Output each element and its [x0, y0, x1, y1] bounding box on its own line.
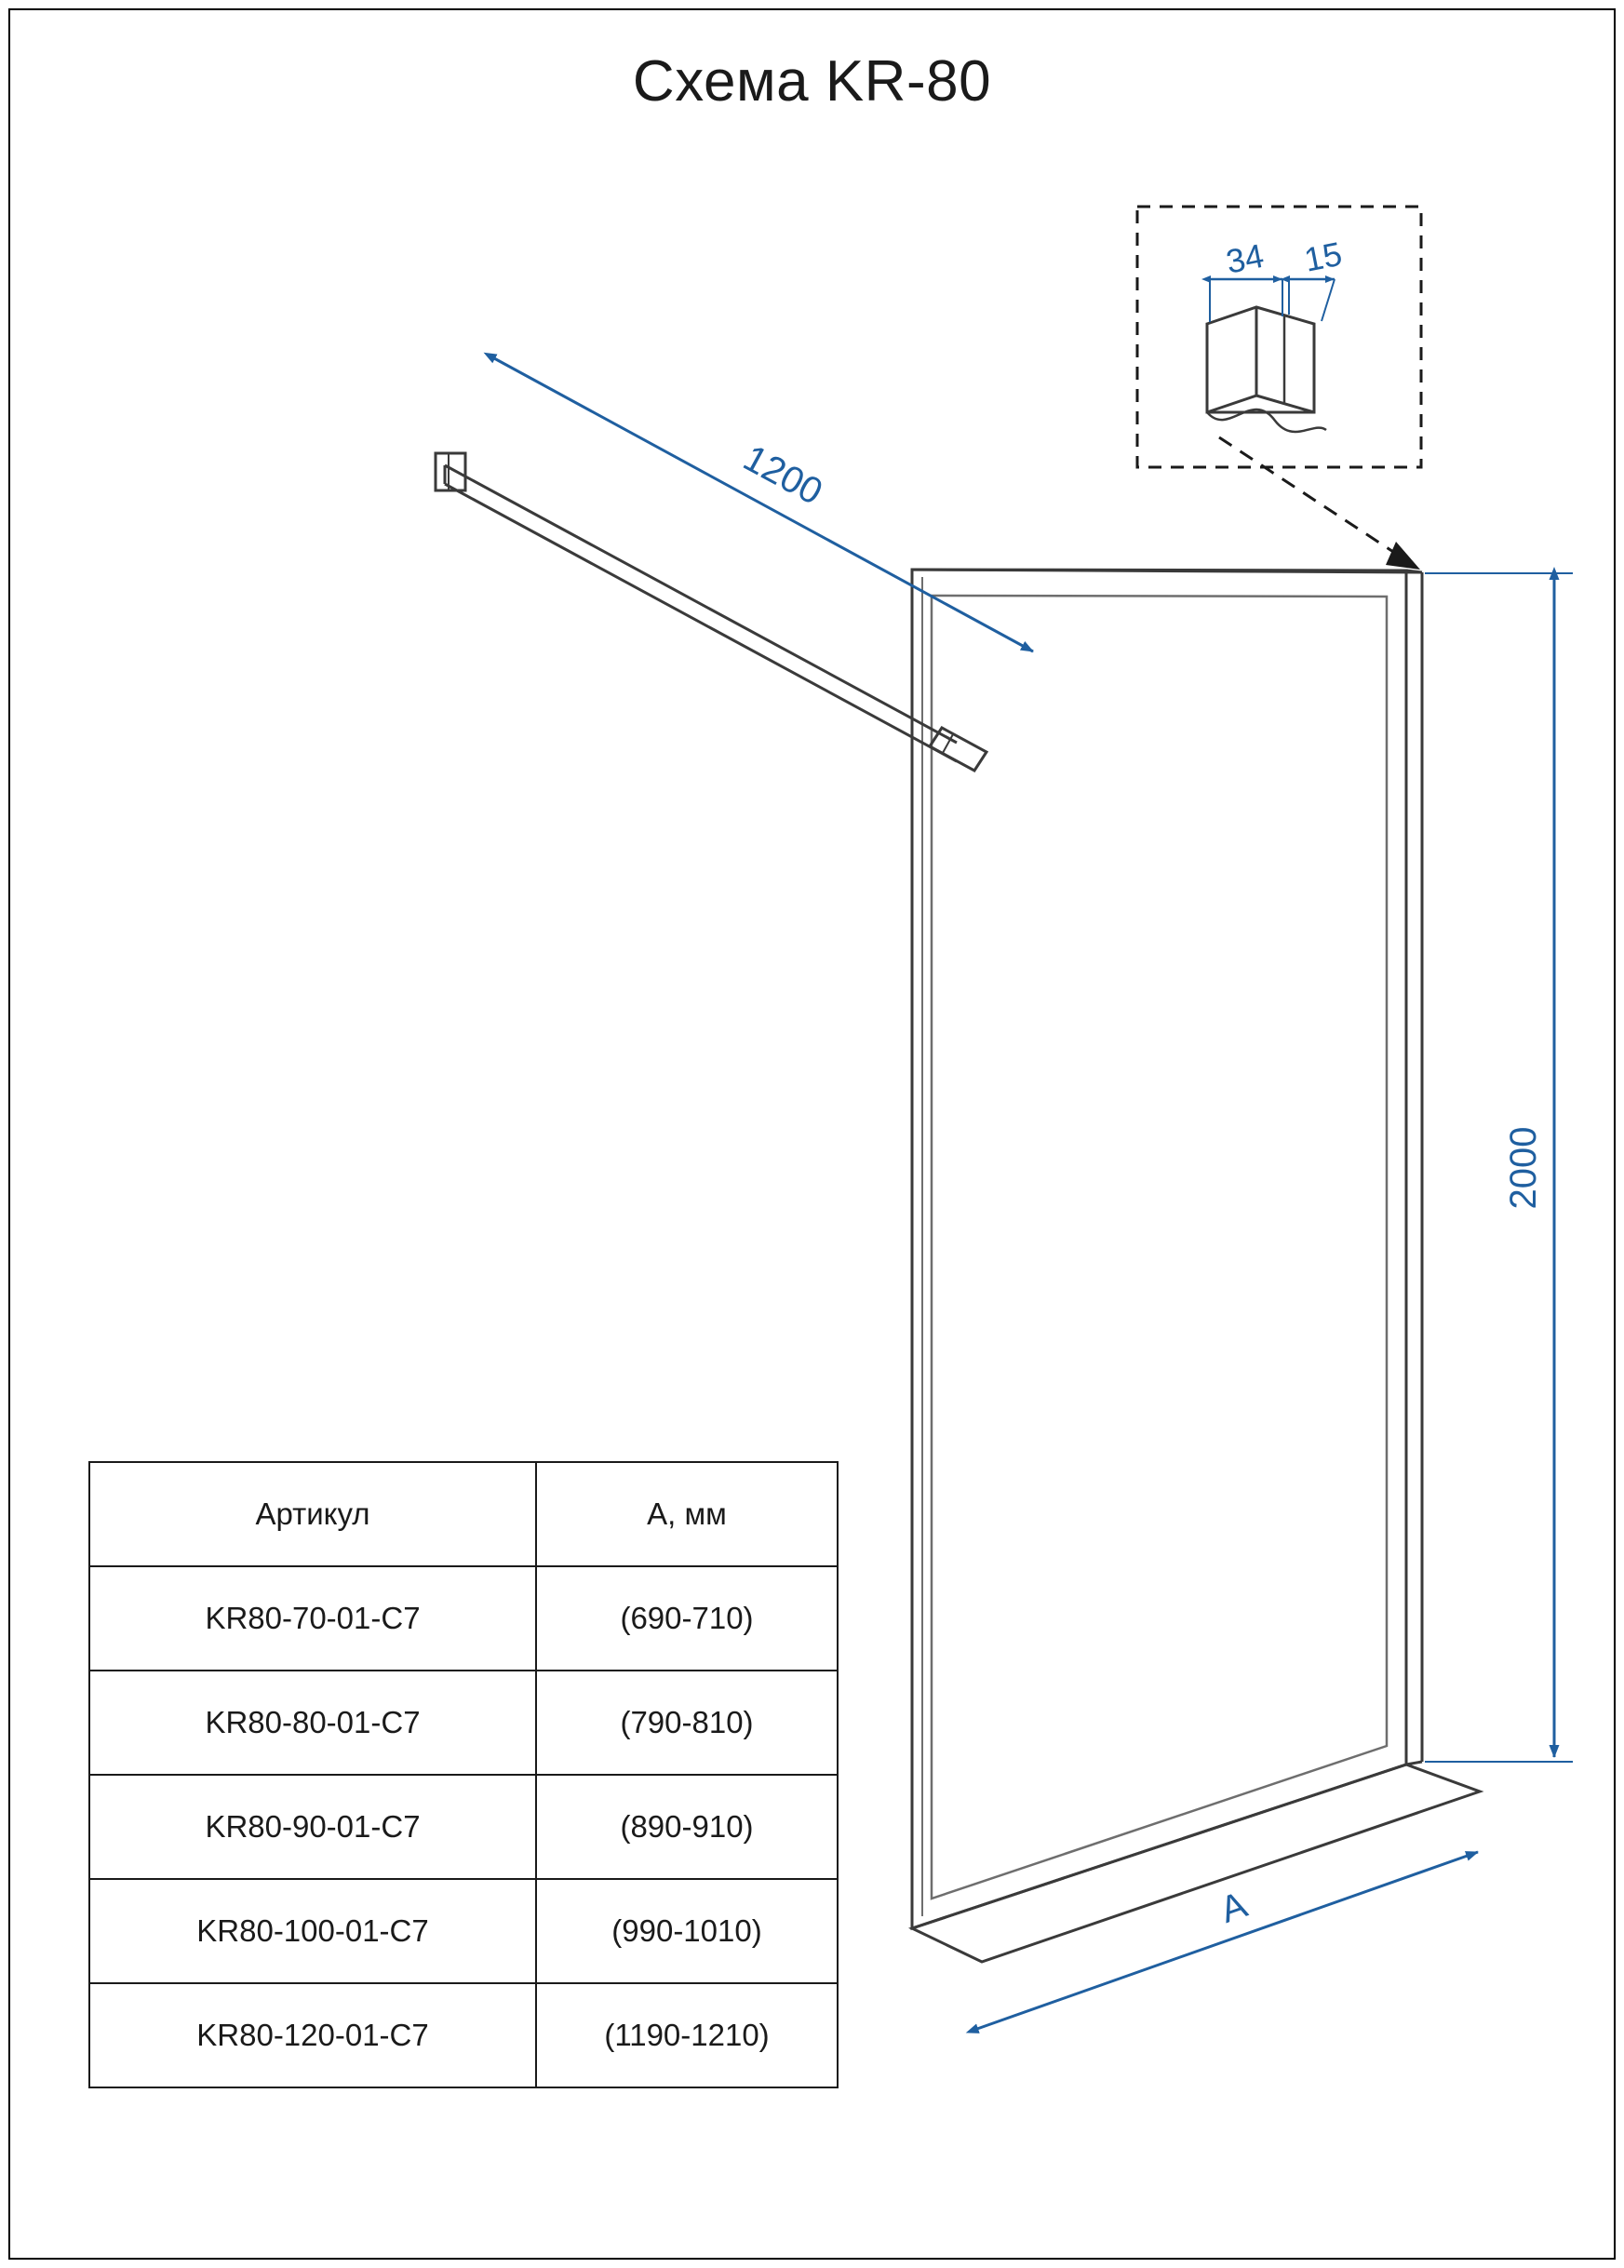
dimension-1200 [494, 358, 1033, 651]
page-title: Схема KR-80 [632, 49, 992, 114]
dim-label-1200: 1200 [736, 437, 829, 514]
table-header-article: Артикул [89, 1462, 536, 1566]
detail-callout-box [1137, 207, 1421, 467]
cell-article: KR80-120-01-C7 [89, 1983, 536, 2087]
cell-a: (1190-1210) [536, 1983, 838, 2087]
cell-a: (690-710) [536, 1566, 838, 1671]
cell-article: KR80-80-01-C7 [89, 1671, 536, 1775]
cell-a: (890-910) [536, 1775, 838, 1879]
table-row [89, 1983, 838, 2087]
cell-article: KR80-90-01-C7 [89, 1775, 536, 1879]
spec-table [88, 1461, 839, 2088]
table-header-row [89, 1462, 838, 1566]
table-row [89, 1566, 838, 1671]
dimension-2000 [1425, 573, 1573, 1762]
support-bar-shape [436, 453, 986, 771]
floor-plane [912, 1765, 1480, 1962]
table-row [89, 1775, 838, 1879]
dashed-leader-line [1219, 437, 1420, 570]
cell-article: KR80-100-01-C7 [89, 1879, 536, 1983]
dim-label-15: 15 [1301, 234, 1346, 279]
dim-label-A: A [1215, 1884, 1253, 1931]
table-row [89, 1879, 838, 1983]
cell-a: (990-1010) [536, 1879, 838, 1983]
dim-label-2000: 2000 [1503, 1126, 1544, 1210]
glass-panel-shape [912, 570, 1422, 1931]
cell-article: KR80-70-01-C7 [89, 1566, 536, 1671]
cell-a: (790-810) [536, 1671, 838, 1775]
table-header-a: A, мм [536, 1462, 838, 1566]
dim-label-34: 34 [1223, 235, 1268, 281]
table-row [89, 1671, 838, 1775]
